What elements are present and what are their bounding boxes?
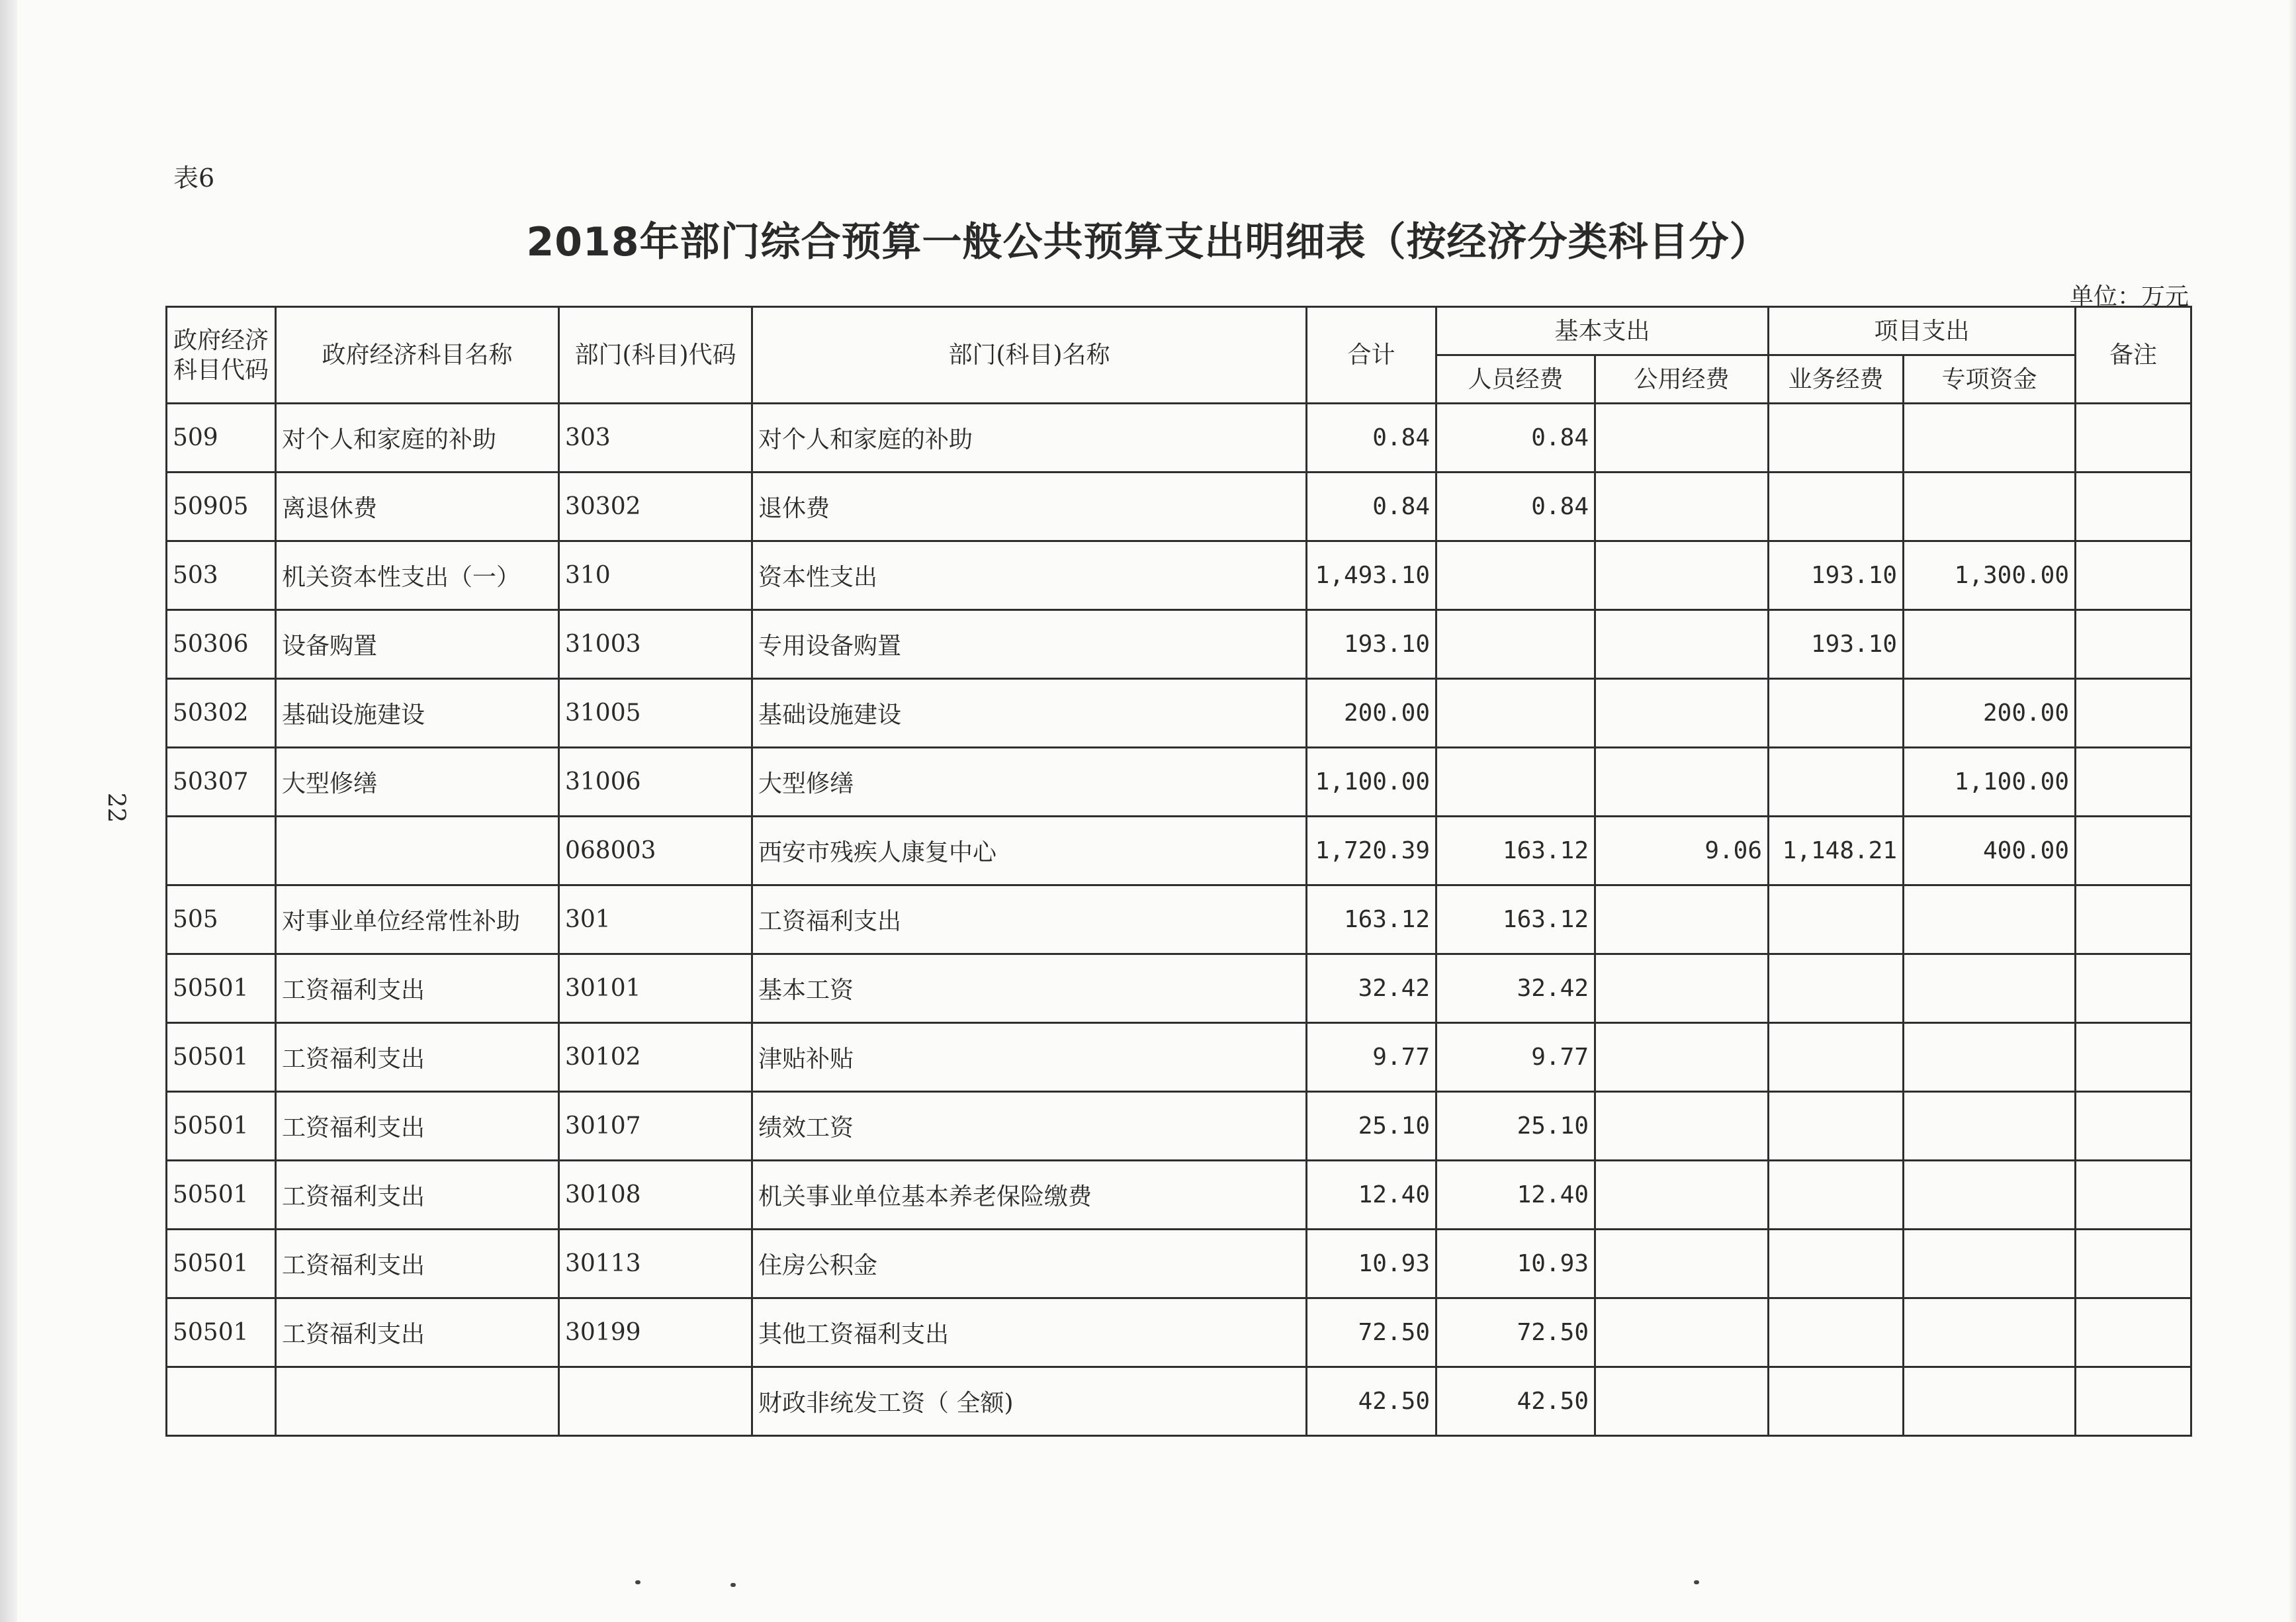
header-dept-code: 部门(科目)代码 <box>559 307 752 404</box>
table-row <box>167 473 2191 541</box>
dept-code-cell: 30108 <box>559 1161 752 1230</box>
business-cell <box>1769 954 1904 1023</box>
dept-name-cell: 工资福利支出 <box>752 885 1307 954</box>
econ-name-cell: 工资福利支出 <box>276 1161 559 1230</box>
special-cell: 1,100.00 <box>1904 748 2076 817</box>
econ-name-cell: 工资福利支出 <box>276 1092 559 1161</box>
special-cell <box>1904 404 2076 473</box>
header-total: 合计 <box>1307 307 1436 404</box>
econ-code-cell: 509 <box>167 404 276 473</box>
table-body <box>167 404 2191 1436</box>
econ-code-cell: 50501 <box>167 1023 276 1092</box>
public-cell <box>1595 1298 1769 1367</box>
dept-name-cell: 绩效工资 <box>752 1092 1307 1161</box>
header-basic-expenditure: 基本支出 <box>1436 307 1769 355</box>
remarks-cell <box>2076 954 2191 1023</box>
econ-name-cell <box>276 1367 559 1436</box>
special-cell <box>1904 1092 2076 1161</box>
remarks-cell <box>2076 1092 2191 1161</box>
dept-name-cell: 其他工资福利支出 <box>752 1298 1307 1367</box>
personnel-cell: 0.84 <box>1436 473 1595 541</box>
econ-name-cell: 设备购置 <box>276 610 559 679</box>
scan-speck <box>730 1583 736 1587</box>
header-remarks: 备注 <box>2076 307 2191 404</box>
dept-name-cell: 基础设施建设 <box>752 679 1307 748</box>
personnel-cell <box>1436 679 1595 748</box>
total-cell: 10.93 <box>1307 1230 1436 1298</box>
econ-name-cell: 对事业单位经常性补助 <box>276 885 559 954</box>
dept-code-cell: 068003 <box>559 817 752 885</box>
econ-code-cell: 50302 <box>167 679 276 748</box>
public-cell <box>1595 473 1769 541</box>
econ-name-cell: 离退休费 <box>276 473 559 541</box>
table-label: 表6 <box>173 163 215 193</box>
business-cell <box>1769 1298 1904 1367</box>
business-cell <box>1769 679 1904 748</box>
header-econ-code: 政府经济科目代码 <box>167 307 276 404</box>
remarks-cell <box>2076 817 2191 885</box>
dept-code-cell: 30199 <box>559 1298 752 1367</box>
total-cell: 9.77 <box>1307 1023 1436 1092</box>
dept-code-cell: 31005 <box>559 679 752 748</box>
table-row <box>167 1023 2191 1092</box>
special-cell: 1,300.00 <box>1904 541 2076 610</box>
total-cell: 1,493.10 <box>1307 541 1436 610</box>
dept-name-cell: 对个人和家庭的补助 <box>752 404 1307 473</box>
dept-name-cell: 专用设备购置 <box>752 610 1307 679</box>
remarks-cell <box>2076 610 2191 679</box>
personnel-cell: 163.12 <box>1436 817 1595 885</box>
personnel-cell: 72.50 <box>1436 1298 1595 1367</box>
dept-code-cell: 310 <box>559 541 752 610</box>
dept-code-cell: 30107 <box>559 1092 752 1161</box>
dept-code-cell: 301 <box>559 885 752 954</box>
table-row <box>167 679 2191 748</box>
dept-code-cell: 30101 <box>559 954 752 1023</box>
personnel-cell: 25.10 <box>1436 1092 1595 1161</box>
personnel-cell: 0.84 <box>1436 404 1595 473</box>
table-row <box>167 1367 2191 1436</box>
total-cell: 25.10 <box>1307 1092 1436 1161</box>
public-cell <box>1595 404 1769 473</box>
total-cell: 1,720.39 <box>1307 817 1436 885</box>
public-cell <box>1595 1161 1769 1230</box>
public-cell <box>1595 541 1769 610</box>
table-row <box>167 1230 2191 1298</box>
remarks-cell <box>2076 679 2191 748</box>
special-cell <box>1904 1367 2076 1436</box>
table-row <box>167 404 2191 473</box>
total-cell: 32.42 <box>1307 954 1436 1023</box>
public-cell <box>1595 1230 1769 1298</box>
dept-name-cell: 津贴补贴 <box>752 1023 1307 1092</box>
header-row-top <box>167 307 2191 355</box>
econ-name-cell: 工资福利支出 <box>276 1298 559 1367</box>
dept-code-cell: 30102 <box>559 1023 752 1092</box>
personnel-cell: 32.42 <box>1436 954 1595 1023</box>
econ-name-cell: 大型修缮 <box>276 748 559 817</box>
econ-name-cell: 机关资本性支出（一） <box>276 541 559 610</box>
econ-code-cell: 50501 <box>167 1092 276 1161</box>
econ-code-cell <box>167 817 276 885</box>
dept-name-cell: 大型修缮 <box>752 748 1307 817</box>
special-cell <box>1904 885 2076 954</box>
remarks-cell <box>2076 1230 2191 1298</box>
econ-name-cell: 对个人和家庭的补助 <box>276 404 559 473</box>
econ-code-cell: 50306 <box>167 610 276 679</box>
econ-code-cell: 503 <box>167 541 276 610</box>
business-cell <box>1769 1023 1904 1092</box>
table-row <box>167 1092 2191 1161</box>
header-project-expenditure: 项目支出 <box>1769 307 2076 355</box>
total-cell: 12.40 <box>1307 1161 1436 1230</box>
table-row <box>167 1161 2191 1230</box>
total-cell: 163.12 <box>1307 885 1436 954</box>
business-cell <box>1769 473 1904 541</box>
econ-name-cell <box>276 817 559 885</box>
header-public: 公用经费 <box>1595 355 1769 404</box>
budget-table <box>165 306 2192 1437</box>
total-cell: 193.10 <box>1307 610 1436 679</box>
header-special: 专项资金 <box>1904 355 2076 404</box>
econ-code-cell: 505 <box>167 885 276 954</box>
table-row <box>167 1298 2191 1367</box>
table-row <box>167 885 2191 954</box>
dept-code-cell <box>559 1367 752 1436</box>
remarks-cell <box>2076 885 2191 954</box>
total-cell: 1,100.00 <box>1307 748 1436 817</box>
public-cell <box>1595 679 1769 748</box>
total-cell: 72.50 <box>1307 1298 1436 1367</box>
table-row <box>167 610 2191 679</box>
business-cell: 193.10 <box>1769 610 1904 679</box>
remarks-cell <box>2076 748 2191 817</box>
econ-code-cell: 50501 <box>167 1161 276 1230</box>
public-cell <box>1595 748 1769 817</box>
business-cell <box>1769 885 1904 954</box>
business-cell: 193.10 <box>1769 541 1904 610</box>
page-number: 22 <box>102 792 130 823</box>
total-cell: 42.50 <box>1307 1367 1436 1436</box>
public-cell <box>1595 610 1769 679</box>
remarks-cell <box>2076 404 2191 473</box>
total-cell: 0.84 <box>1307 404 1436 473</box>
business-cell <box>1769 748 1904 817</box>
header-dept-name: 部门(科目)名称 <box>752 307 1307 404</box>
dept-name-cell: 基本工资 <box>752 954 1307 1023</box>
special-cell <box>1904 473 2076 541</box>
header-business: 业务经费 <box>1769 355 1904 404</box>
public-cell <box>1595 1367 1769 1436</box>
dept-code-cell: 30302 <box>559 473 752 541</box>
special-cell <box>1904 1230 2076 1298</box>
econ-name-cell: 基础设施建设 <box>276 679 559 748</box>
special-cell <box>1904 1023 2076 1092</box>
table-row <box>167 541 2191 610</box>
dept-name-cell: 西安市残疾人康复中心 <box>752 817 1307 885</box>
remarks-cell <box>2076 473 2191 541</box>
table-row <box>167 748 2191 817</box>
dept-code-cell: 31006 <box>559 748 752 817</box>
econ-code-cell <box>167 1367 276 1436</box>
business-cell <box>1769 1092 1904 1161</box>
personnel-cell: 42.50 <box>1436 1367 1595 1436</box>
table-row <box>167 954 2191 1023</box>
dept-code-cell: 303 <box>559 404 752 473</box>
unit-label: 单位：万元 <box>2069 283 2189 310</box>
document-title: 2018年部门综合预算一般公共预算支出明细表（按经济分类科目分） <box>526 219 1770 265</box>
total-cell: 0.84 <box>1307 473 1436 541</box>
personnel-cell <box>1436 748 1595 817</box>
dept-name-cell: 机关事业单位基本养老保险缴费 <box>752 1161 1307 1230</box>
dept-name-cell: 退休费 <box>752 473 1307 541</box>
special-cell <box>1904 1298 2076 1367</box>
econ-name-cell: 工资福利支出 <box>276 1230 559 1298</box>
econ-name-cell: 工资福利支出 <box>276 954 559 1023</box>
special-cell <box>1904 1161 2076 1230</box>
econ-code-cell: 50501 <box>167 1298 276 1367</box>
scan-speck <box>635 1580 640 1584</box>
business-cell: 1,148.21 <box>1769 817 1904 885</box>
econ-code-cell: 50307 <box>167 748 276 817</box>
dept-code-cell: 30113 <box>559 1230 752 1298</box>
dept-name-cell: 财政非统发工资（ 全额) <box>752 1367 1307 1436</box>
table-row <box>167 817 2191 885</box>
econ-name-cell: 工资福利支出 <box>276 1023 559 1092</box>
header-econ-name: 政府经济科目名称 <box>276 307 559 404</box>
business-cell <box>1769 1367 1904 1436</box>
personnel-cell: 12.40 <box>1436 1161 1595 1230</box>
scan-speck <box>1694 1580 1699 1584</box>
public-cell <box>1595 1023 1769 1092</box>
personnel-cell <box>1436 610 1595 679</box>
business-cell <box>1769 1230 1904 1298</box>
public-cell <box>1595 954 1769 1023</box>
personnel-cell <box>1436 541 1595 610</box>
special-cell: 400.00 <box>1904 817 2076 885</box>
public-cell: 9.06 <box>1595 817 1769 885</box>
personnel-cell: 163.12 <box>1436 885 1595 954</box>
remarks-cell <box>2076 541 2191 610</box>
econ-code-cell: 50501 <box>167 954 276 1023</box>
dept-code-cell: 31003 <box>559 610 752 679</box>
econ-code-cell: 50905 <box>167 473 276 541</box>
total-cell: 200.00 <box>1307 679 1436 748</box>
remarks-cell <box>2076 1023 2191 1092</box>
dept-name-cell: 资本性支出 <box>752 541 1307 610</box>
public-cell <box>1595 885 1769 954</box>
special-cell: 200.00 <box>1904 679 2076 748</box>
remarks-cell <box>2076 1161 2191 1230</box>
personnel-cell: 9.77 <box>1436 1023 1595 1092</box>
remarks-cell <box>2076 1367 2191 1436</box>
remarks-cell <box>2076 1298 2191 1367</box>
dept-name-cell: 住房公积金 <box>752 1230 1307 1298</box>
personnel-cell: 10.93 <box>1436 1230 1595 1298</box>
econ-code-cell: 50501 <box>167 1230 276 1298</box>
business-cell <box>1769 404 1904 473</box>
special-cell <box>1904 610 2076 679</box>
public-cell <box>1595 1092 1769 1161</box>
header-personnel: 人员经费 <box>1436 355 1595 404</box>
business-cell <box>1769 1161 1904 1230</box>
special-cell <box>1904 954 2076 1023</box>
